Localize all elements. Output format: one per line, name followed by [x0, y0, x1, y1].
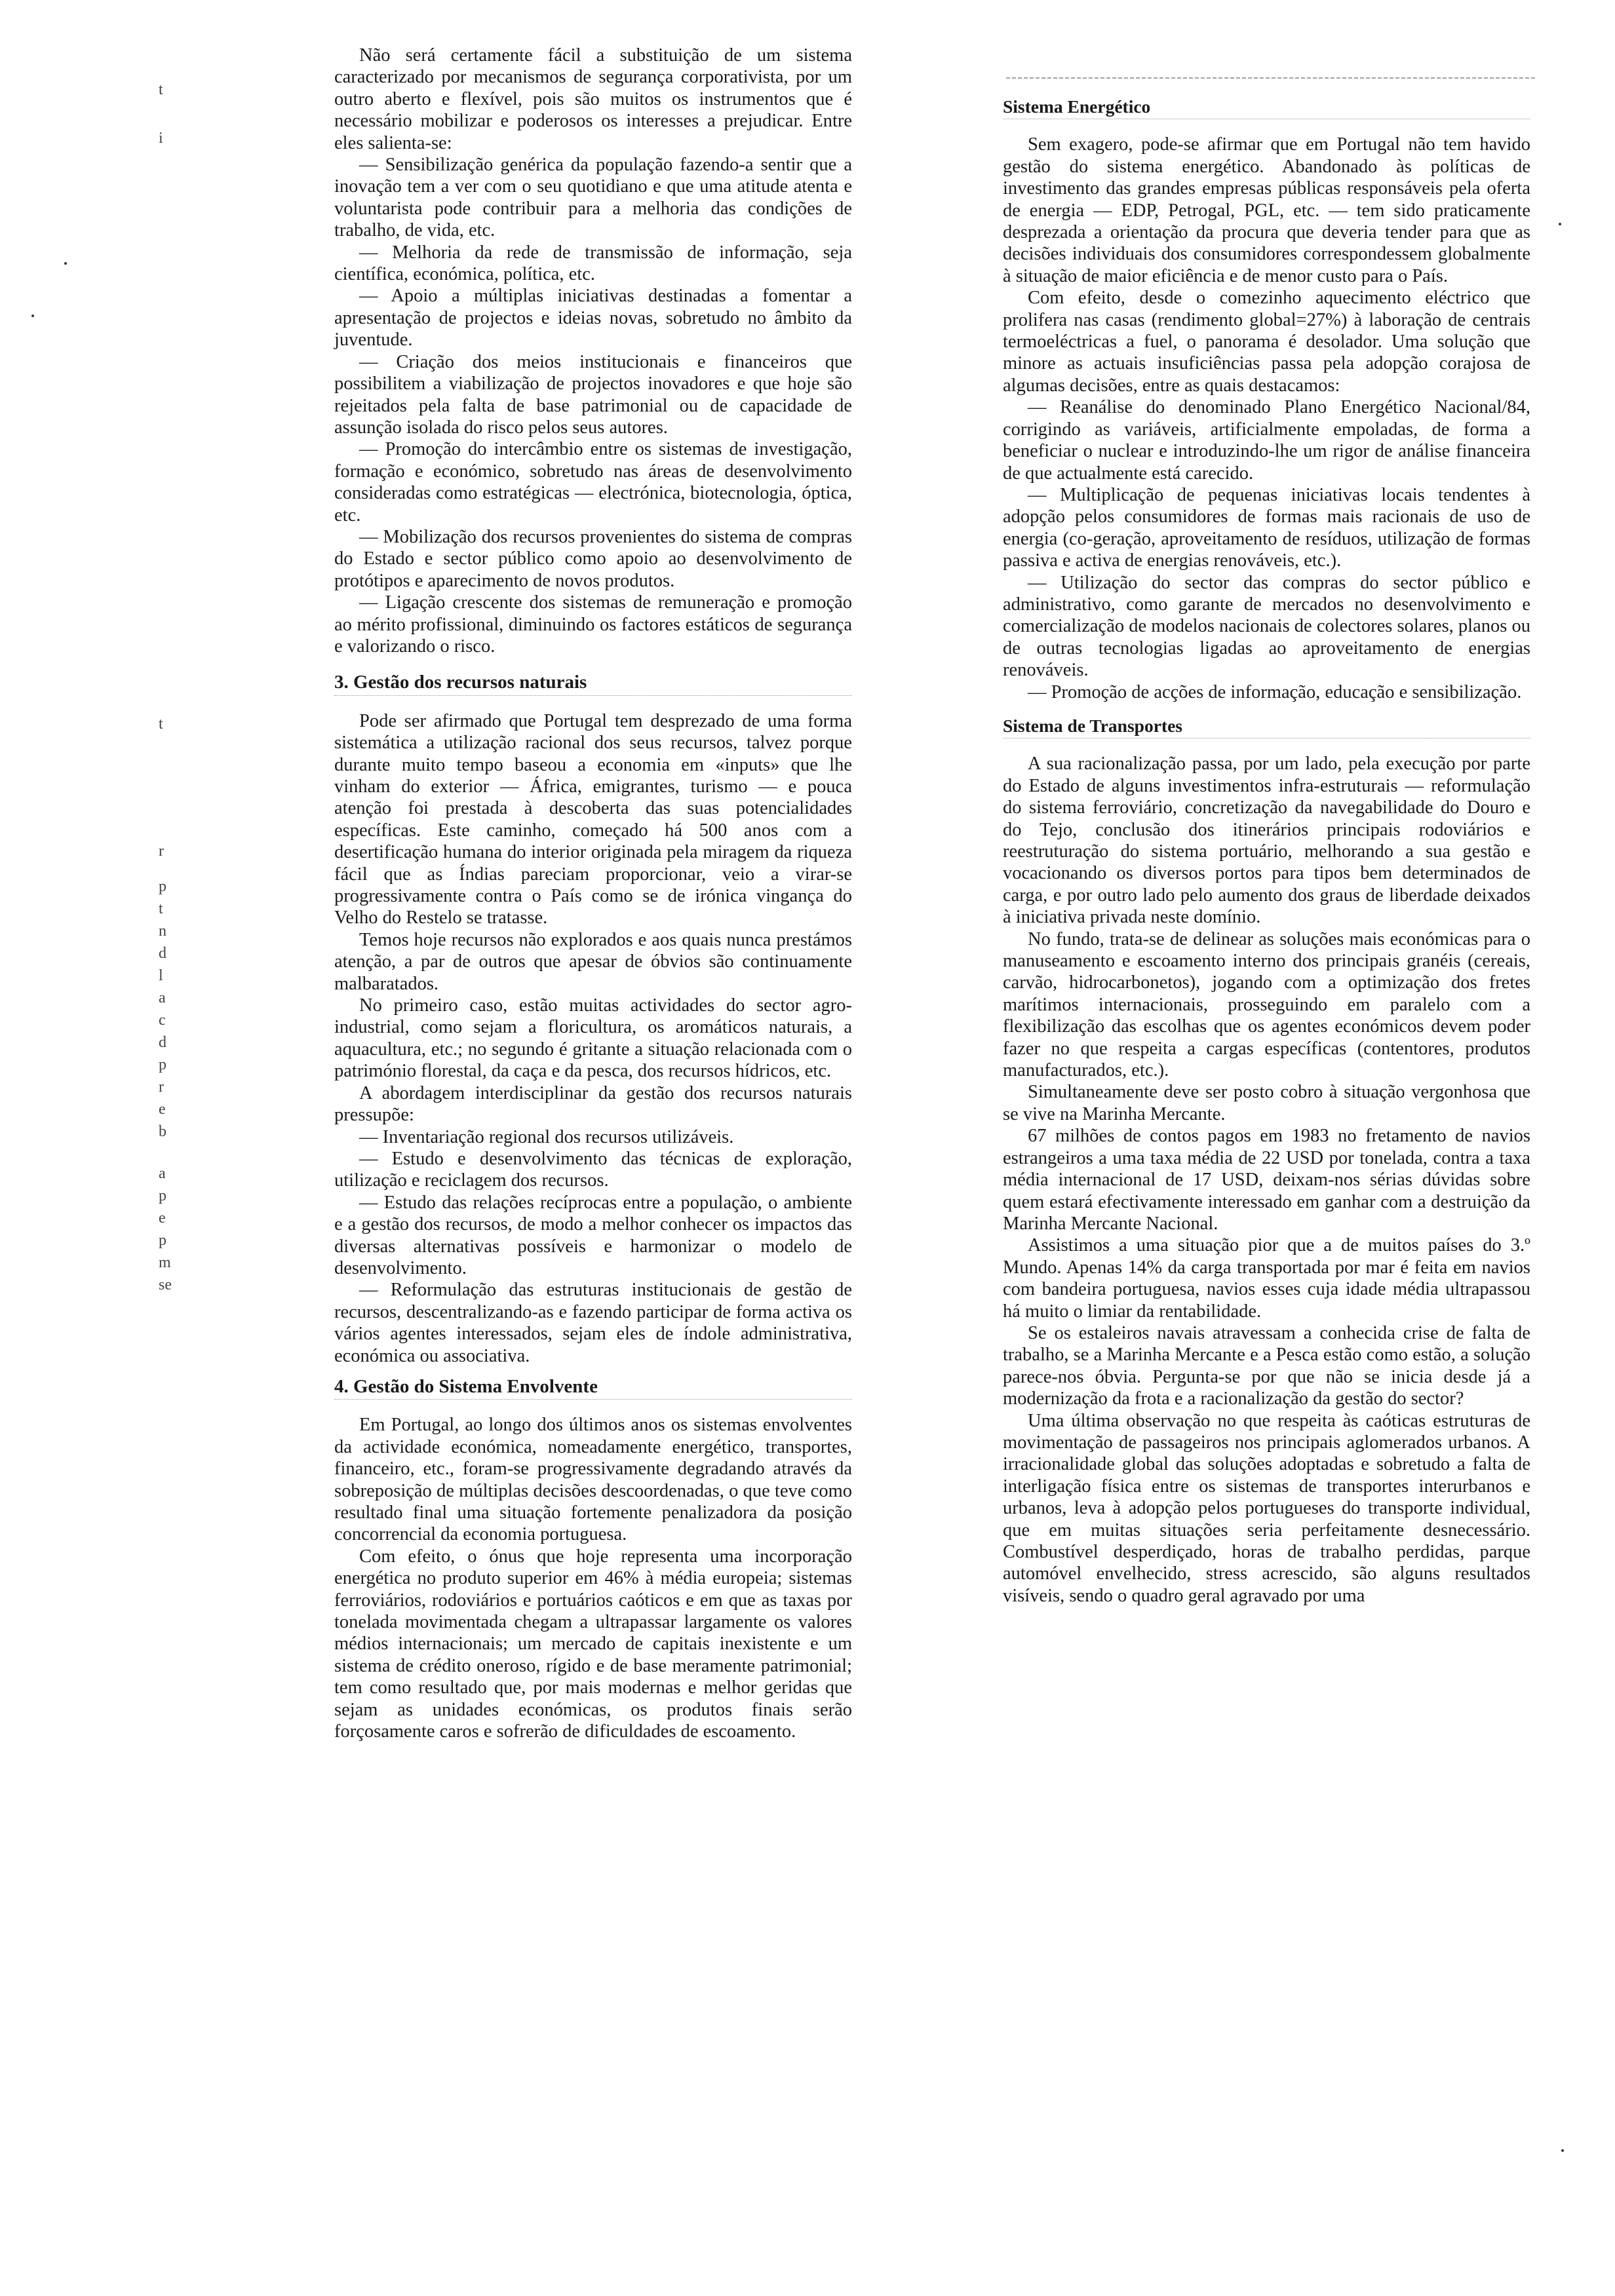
margin-fragment: n [159, 923, 166, 940]
list-item: — Reformulação das estruturas institucionais de gestão de recursos, descentralizando-as e fazendo participar de forma activa os vários agentes interessados, sejam eles de índole administrativa, económica ou associativa. [334, 1280, 852, 1366]
paragraph: Sem exagero, pode-se afirmar que em Portugal não tem havido gestão do sistema energético. Abandonado às políticas de investimento das grandes empresas públicas responsáveis pela oferta de energia — EDP, Petrogal, PGL, etc. — tem sido praticamente desprezada a orientação da procura que deveria tender para que as decisões individuais dos consumidores correspondessem globalmente à situação de maior eficiência e de menor custo para o País. [1003, 134, 1530, 286]
left-margin-bleed [159, 79, 188, 1651]
scan-speck [31, 315, 34, 317]
list-item: — Reanálise do denominado Plano Energético Nacional/84, corrigindo as variáveis, artificialmente empoladas, de forma a beneficiar o nuclear e introduzindo-lhe um rigor de análise financeira de que actualmente está carecido. [1003, 397, 1530, 484]
scan-speck [1561, 2149, 1564, 2152]
list-item: — Sensibilização genérica da população fazendo-a sentir que a inovação tem a ver com o seu quotidiano e que uma atitude atenta e voluntarista pode contribuir para a melhoria das condições de trabalho, de vida, etc. [334, 155, 852, 241]
paragraph: Uma última observação no que respeita às caóticas estruturas de movimentação de passageiros nos principais aglomerados urbanos. A irracionalidade global das soluções adoptadas e sobretudo a falta de interligação física entre os sistemas de transportes interurbanos e urbanos, leva à adopção pelos portugueses do transporte individual, que em muitas situações seria perfeitamente desnecessário. Combustível desperdiçado, horas de trabalho perdidas, parque automóvel envelhecido, stress acrescido, são alguns resultados visíveis, sendo o quadro geral agravado por uma [1003, 1410, 1530, 1606]
margin-fragment: p [159, 1187, 166, 1204]
intro-paragraph: Não será certamente fácil a substituição de um sistema caracterizado por mecanismos de segurança corporativista, por um outro aberto e flexível, pois são muitos os instrumentos que é necessário mobilizar e poderosos os interesses a prejudicar. Entre eles salienta-se: [334, 45, 852, 153]
margin-fragment: r [159, 843, 164, 860]
paragraph: Pode ser afirmado que Portugal tem desprezado de uma forma sistemática a utilização racional dos seus recursos, talvez porque durante muito tempo baseou a economia em «inputs» que lhe vinham do exterior — África, emigrantes, turismo — e pouca atenção foi prestada à descoberta das suas potencialidades específicas. Este caminho, começado há 500 anos com a desertificação humana do interior originada pela miragem da riqueza fácil que as Índias pareciam proporcionar, veio a virar-se progressivamente contra o País como se de irónica vingança do Velho do Restelo se tratasse. [334, 710, 852, 928]
list-item: — Apoio a múltiplas iniciativas destinadas a fomentar a apresentação de projectos e ideias novas, sobretudo no âmbito da juventude. [334, 286, 852, 351]
paragraph: Com efeito, o ónus que hoje representa uma incorporação energética no produto superior em 46% à média europeia; sistemas ferroviários, rodoviários e portuários caóticos e em que as taxas por tonelada movimentada chegam a ultrapassar largamente os valores médios internacionais; um mercado de capitais inexistente e um sistema de crédito oneroso, rígido e de base meramente patrimonial; tem como resultado que, por mais modernas e melhor geridas que sejam as unidades económicas, os produtos finais serão forçosamente caros e sofrerão de dificuldades de escoamento. [334, 1546, 852, 1742]
margin-fragment: e [159, 1210, 166, 1227]
paragraph: Assistimos a uma situação pior que a de muitos países do 3.º Mundo. Apenas 14% da carga transportada por mar é feita em navios com bandeira portuguesa, navios esses cuja idade média ultrapassou há muito o limiar da rentabilidade. [1003, 1235, 1530, 1322]
section-heading-natural-resources: 3. Gestão dos recursos naturais [334, 672, 852, 695]
section-heading-surrounding-system: 4. Gestão do Sistema Envolvente [334, 1376, 852, 1400]
margin-fragment: m [159, 1254, 171, 1271]
paragraph: No primeiro caso, estão muitas actividades do sector agro-industrial, como sejam a floricultura, os aromáticos naturais, a aquacultura, etc.; no segundo é gritante a situação relacionada com o património florestal, da caça e da pesca, dos recursos hídricos, etc. [334, 995, 852, 1082]
margin-fragment: r [159, 1079, 164, 1096]
list-item: — Promoção do intercâmbio entre os sistemas de investigação, formação e económico, sobretudo nas áreas de desenvolvimento consideradas como estratégicas — electrónica, biotecnologia, óptica, etc. [334, 439, 852, 526]
margin-fragment: t [159, 81, 163, 98]
top-rule [1006, 77, 1537, 79]
list-item: — Estudo e desenvolvimento das técnicas de exploração, utilização e reciclagem dos recursos. [334, 1148, 852, 1191]
margin-fragment: a [159, 989, 166, 1006]
paragraph: Com efeito, desde o comezinho aquecimento eléctrico que prolifera nas casas (rendimento global=27%) à laboração de centrais termoeléctricas a fuel, o panorama é desolador. Uma solução que minore as actuais insuficiências passa pela adopção corajosa de algumas decisões, entre as quais destacamos: [1003, 288, 1530, 396]
right-column [1003, 92, 1530, 1607]
paragraph: A sua racionalização passa, por um lado, pela execução por parte do Estado de alguns investimentos infra-estruturais — reformulação do sistema ferroviário, concretização da navegabilidade do Douro e do Tejo, conclusão dos itinerários principais rodoviários e reestruturação do sistema portuário, melhorando a sua gestão e vocacionando os diversos portos para tipos bem determinados de carga, e por outro lado pelo aumento dos graus de liberdade deixados à iniciativa privada neste domínio. [1003, 754, 1530, 928]
margin-fragment: p [159, 878, 166, 895]
list-item: — Ligação crescente dos sistemas de remuneração e promoção ao mérito profissional, diminuindo os factores estáticos de segurança e valorizando o risco. [334, 592, 852, 657]
section-heading-transport: Sistema de Transportes [1003, 715, 1530, 738]
paragraph: Em Portugal, ao longo dos últimos anos os sistemas envolventes da actividade económica, nomeadamente energético, transportes, financeiro, etc., foram-se progressivamente degradando através da sobreposição de múltiplas decisões descoordenadas, o que teve como resultado final uma situação fortemente penalizadora da posição concorrencial da economia portuguesa. [334, 1415, 852, 1545]
margin-fragment: t [159, 716, 163, 733]
section-heading-energy: Sistema Energético [1003, 96, 1530, 119]
paragraph: A abordagem interdisciplinar da gestão dos recursos naturais pressupõe: [334, 1082, 852, 1126]
margin-fragment: l [159, 967, 163, 984]
margin-fragment: a [159, 1165, 166, 1182]
paragraph: Simultaneamente deve ser posto cobro à situação vergonhosa que se vive na Marinha Mercante. [1003, 1082, 1530, 1124]
margin-fragment: b [159, 1123, 166, 1140]
margin-fragment: t [159, 900, 163, 917]
margin-fragment: d [159, 945, 166, 962]
list-item: — Melhoria da rede de transmissão de informação, seja científica, económica, política, etc. [334, 242, 852, 285]
margin-fragment: d [159, 1034, 166, 1051]
margin-fragment: p [159, 1056, 166, 1073]
paragraph: Temos hoje recursos não explorados e aos quais nunca prestámos atenção, a par de outros que apesar de óbvios são continuamente malbaratados. [334, 929, 852, 994]
list-item: — Mobilização dos recursos provenientes do sistema de compras do Estado e sector público como apoio ao desenvolvimento de protótipos e aparecimento de novos produtos. [334, 526, 852, 591]
paragraph: 67 milhões de contos pagos em 1983 no fretamento de navios estrangeiros a uma taxa média de 22 USD por tonelada, contra a taxa média internacional de 17 USD, deixam-nos sérias dúvidas sobre quem estará efectivamente interessado em ganhar com a destruição da Marinha Mercante Nacional. [1003, 1126, 1530, 1234]
scan-speck [1559, 223, 1561, 225]
list-item: — Utilização do sector das compras do sector público e administrativo, como garante de mercados no desenvolvimento e comercialização de modelos nacionais de colectores solares, planos ou de outras tecnologias ligadas ao aproveitamento de energias renováveis. [1003, 572, 1530, 681]
margin-fragment: c [159, 1012, 166, 1029]
scan-speck [64, 262, 67, 265]
list-item: — Inventariação regional dos recursos utilizáveis. [359, 1126, 734, 1147]
paragraph: No fundo, trata-se de delinear as soluções mais económicas para o manuseamento e escoamento interno dos principais granéis (cereais, carvão, hidrocarbonetos), jogando com a optimização dos fretes marítimos internacionais, prosseguindo em paralelo com a flexibilização das escolhas que os agentes económicos devem poder fazer no que respeita a cargas específicas (contentores, produtos manufacturados, etc.). [1003, 928, 1530, 1081]
list-item: — Criação dos meios institucionais e financeiros que possibilitem a viabilização de projectos inovadores e que hoje são rejeitados pela falta de base patrimonial ou de capacidade de assunção isolada do risco pelos seus autores. [334, 351, 852, 438]
list-item: — Estudo das relações recíprocas entre a população, o ambiente e a gestão dos recursos, de modo a melhor conhecer os impactos das diversas alternativas possíveis e harmonizar o modelo de desenvolvimento. [334, 1192, 852, 1278]
list-item: — Multiplicação de pequenas iniciativas locais tendentes à adopção pelos consumidores de formas mais racionais de uso de energia (co-geração, aproveitamento de resíduos, utilização de formas passiva e activa de energias renováveis, etc.). [1003, 484, 1530, 571]
margin-fragment: e [159, 1101, 166, 1118]
list-item: — Promoção de acções de informação, educação e sensibilização. [1028, 681, 1522, 702]
paragraph: Se os estaleiros navais atravessam a conhecida crise de falta de trabalho, se a Marinha Mercante e a Pesca estão como estão, a solução parece-nos óbvia. Pergunta-se por que não se inicia desde já a modernização da frota e a racionalização da gestão do sector? [1003, 1322, 1530, 1409]
margin-fragment: se [159, 1276, 172, 1293]
margin-fragment: i [159, 130, 163, 147]
left-column [334, 45, 852, 1742]
margin-fragment: p [159, 1232, 166, 1249]
